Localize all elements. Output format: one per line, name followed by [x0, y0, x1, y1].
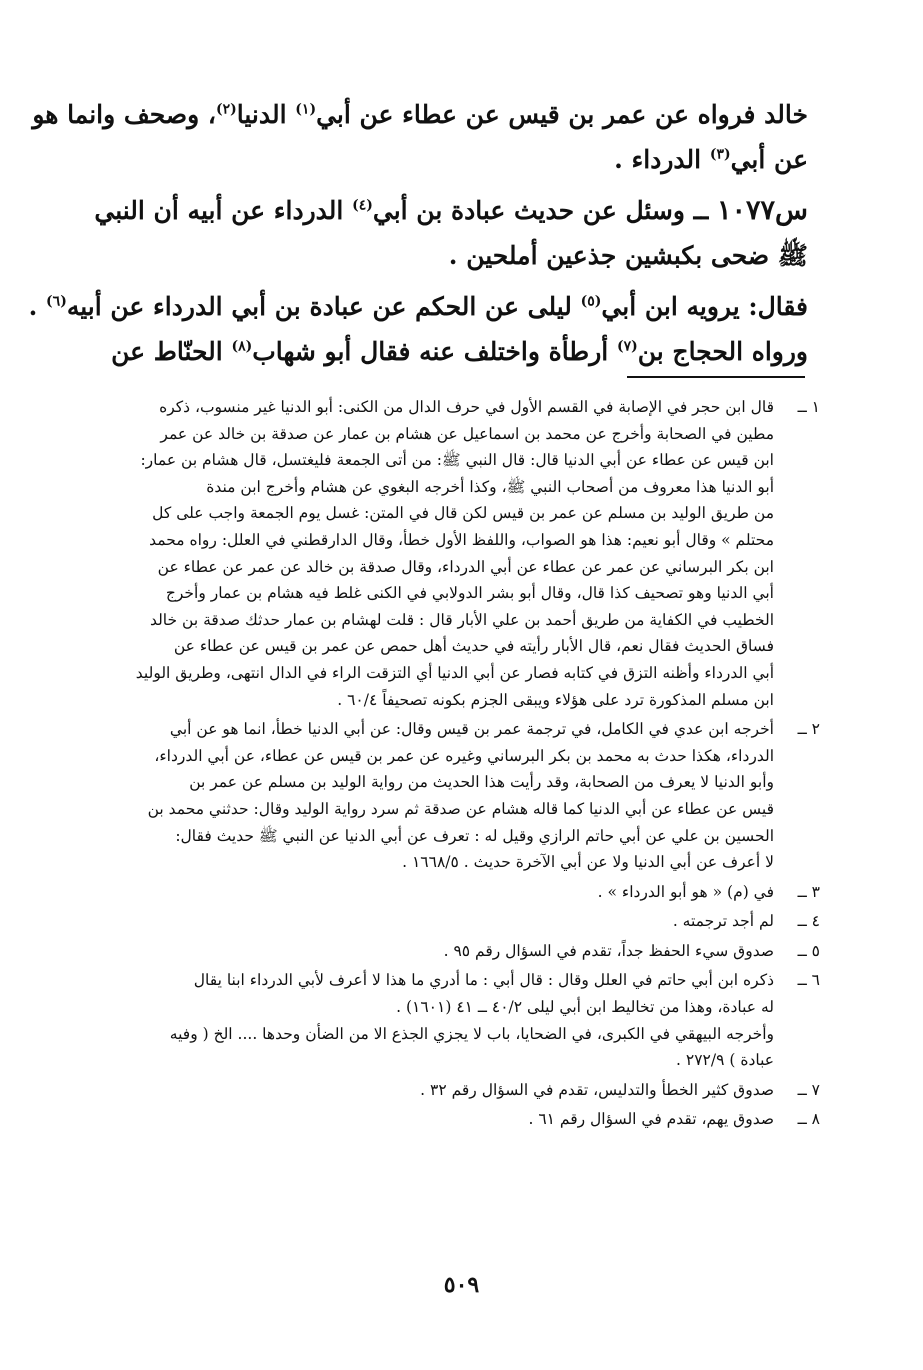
footnote-number: ٦ ــ	[797, 971, 820, 990]
footnote-ref: (٢)	[215, 101, 237, 118]
footnote-5: ٥ ــ صدوق سيء الحفظ جداً، تقدم في السؤال رقم ٩٥ .	[118, 938, 820, 965]
footnote-number: ٢ ــ	[797, 720, 820, 739]
footnote-ref: (٥)	[580, 293, 602, 310]
footnote-1: ١ ــ قال ابن حجر في الإصابة في القسم الأول في حرف الدال من الكنى: أبو الدنيا غير منسوب، ذكره مطين في الصحابة وأخرج عن محمد بن اسماعيل عن هشام بن عمار عن صدقة بن خالد عن عمر ابن قيس عن عطاء عن أبي الدنيا قال: قال النبي ﷺ: من أتى الجمعة فليغتسل، قال هشام بن عمار: أبو الدنيا هذا معروف من أصحاب النبي ﷺ، وكذا أخرجه البغوي عن هشام وأخرج ابن مندة من طريق الوليد بن مسلم عن عمر بن قيس لكن قال في المتن: غسل يوم الجمعة واجب على كل محتلم » وقال أبو نعيم: هذا هو الصواب، واللفظ الأول خطأ، وقال الدارقطني في العلل: رواه محمد ابن بكر البرساني عن عمر عن عطاء عن أبي الدرداء، وقال صدقة بن خالد عن عمر عن عطاء عن أبي الدنيا وهو تصحيف كذا قال، وقال أبو بشر الدولابي في الكنى غلط فيه هشام بن عمار وأخرج الخطيب في الكفاية من طريق أحمد بن علي الأبار قال : قلت لهشام بن عمار حدثك صدقة بن خالد فساق الحديث فقال نعم، قال الأبار رأيته في حديث أهل حمص عن عمر بن قيس عن عطاء عن أبي الدرداء وأظنه التزق في كتابه فصار عن أبي الدنيا أي التزقت الراء في الدال انتهى، وطريق الوليد ابن مسلم المذكورة ترد على هؤلاء ويبقى الجزم بكونه تصحيفاً ٦٠/٤ .	[118, 394, 820, 713]
footnote-number: ٤ ــ	[797, 912, 820, 931]
footnotes	[118, 394, 820, 1133]
footnote-ref: (٦)	[46, 293, 67, 310]
footnote-4: ٤ ــ لم أجد ترجمته .	[118, 908, 820, 935]
footnote-2: ٢ ــ أخرجه ابن عدي في الكامل، في ترجمة عمر بن قيس وقال: عن أبي الدنيا خطأ، انما هو عن أبي الدرداء، هكذا حدث به محمد بن بكر البرساني وغيره عن عمر بن قيس عن عطاء، عن أبي الدرداء، وأبو الدنيا لا يعرف من الصحابة، وقد رأيت هذا الحديث من رواية الوليد بن مسلم عن عمر بن قيس عن عطاء عن أبي الدنيا كما قاله هشام عن صدقة ثم سرد رواية الوليد وقال: حدثني محمد بن الحسين بن علي عن أبي حاتم الرازي وقيل له : تعرف عن أبي الدنيا عن النبي ﷺ حديث فقال: لا أعرف عن أبي الدنيا ولا عن أبي الآخرة حديث . ١٦٦٨/٥ .	[118, 716, 820, 876]
question-line: ﷺ ضحى بكبشين جذعين أملحين .	[448, 241, 808, 270]
main-text	[28, 92, 808, 374]
footnote-ref: (٤)	[352, 197, 373, 214]
footnote-ref: (٧)	[616, 338, 638, 355]
question-line: س١٠٧٧ ــ وسئل عن حديث عبادة بن أبي$^{(٤)}$ الدرداء عن أبيه أن النبي	[94, 195, 808, 226]
footnote-8: ٨ ــ صدوق يهم، تقدم في السؤال رقم ٦١ .	[118, 1106, 820, 1133]
question-number: س١٠٧٧	[717, 195, 808, 226]
footnote-ref: (٨)	[231, 338, 253, 355]
page-number: ٥٠٩	[443, 1272, 480, 1298]
paragraph-line: خالد فرواه عن عمر بن قيس عن عطاء عن أبي$^{(١)}$ الدنيا$^{(٢)}$، وصحف وانما هو	[32, 100, 808, 129]
footnote-number: ٨ ــ	[797, 1110, 820, 1129]
answer-line: فقال: يرويه ابن أبي$^{(٥)}$ ليلى عن الحكم عن عبادة بن أبي الدرداء عن أبيه$^{(٦)}$ .	[28, 292, 808, 321]
footnote-ref: (٣)	[709, 146, 731, 163]
footnote-3: ٣ ــ في (م) « هو أبو الدرداء » .	[118, 879, 820, 906]
answer-line: ورواه الحجاج بن$^{(٧)}$ أرطأة واختلف عنه فقال أبو شهاب$^{(٨)}$ الحنّاط عن	[111, 337, 808, 366]
footnote-7: ٧ ــ صدوق كثير الخطأ والتدليس، تقدم في السؤال رقم ٣٢ .	[118, 1077, 820, 1104]
footnote-separator	[627, 376, 805, 378]
footnote-number: ٧ ــ	[797, 1080, 820, 1099]
footnote-number: ٥ ــ	[797, 941, 820, 960]
footnote-number: ١ ــ	[797, 398, 820, 416]
paragraph-line: عن أبي$^{(٣)}$ الدرداء .	[614, 145, 808, 174]
footnote-6: ٦ ــ ذكره ابن أبي حاتم في العلل وقال : قال أبي : ما أدري ما هذا لا أعرف لأبي الدرداء ابنا يقال له عبادة، وهذا من تخاليط ابن أبي ليلى ٤٠/٢ ــ ٤١ (١٦٠١) . وأخرجه البيهقي في الكبرى، في الضحايا، باب لا يجزي الجذع الا من الضأن وحدها .... الخ ( وفيه عبادة ) ٢٧٢/٩ .	[118, 967, 820, 1073]
footnote-ref: (١)	[295, 101, 317, 118]
footnote-number: ٣ ــ	[797, 882, 820, 901]
